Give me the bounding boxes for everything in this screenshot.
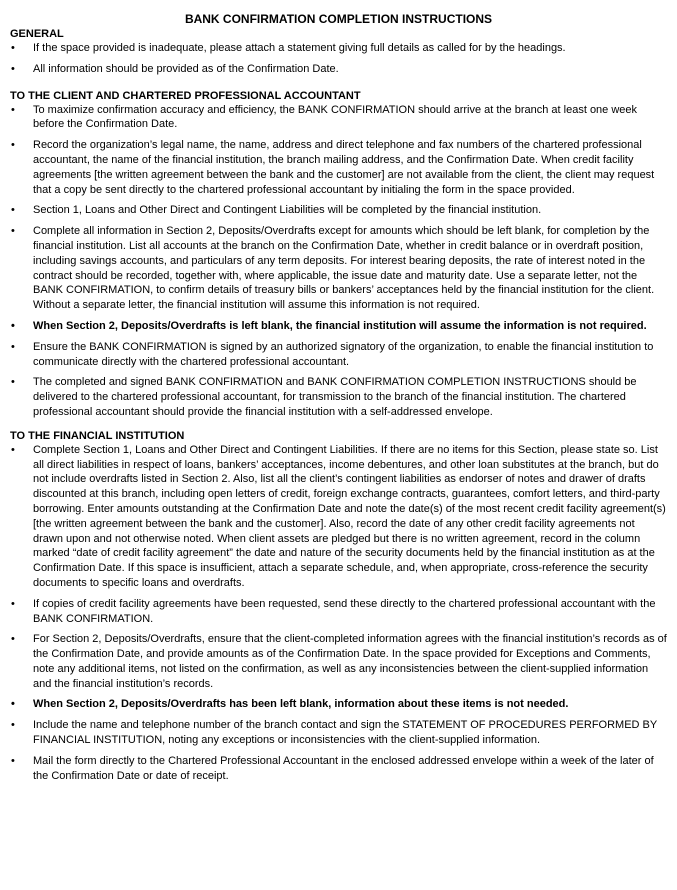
instruction-list: [10, 443, 667, 784]
instruction-item: • For Section 2, Deposits/Overdrafts, ensure that the client-completed information agrees with the financial institution’s records as of the Confirmation Date, and provide amounts as of the Confirmation Date. In the space provided for Exceptions and Comments, note any additional items, not listed on the confirmation, as well as any inconsistencies between the client-supplied information and the financial institution’s records.: [10, 632, 667, 691]
instruction-item: • All information should be provided as of the Confirmation Date.: [10, 62, 667, 77]
instruction-item: • Record the organization’s legal name, the name, address and direct telephone and fax numbers of the chartered professional accountant, the name of the financial institution, the branch mailing address, and the Confirmation Date. When credit facility agreements [the written agreement between the bank and the customer] are not available from the client, the client may request that a copy be sent directly to the chartered professional accountant by initialing the form in the space provided.: [10, 138, 667, 197]
instruction-item: • Ensure the BANK CONFIRMATION is signed by an authorized signatory of the organization, to enable the financial institution to communicate directly with the chartered professional accountant.: [10, 340, 667, 370]
instruction-item: • Complete Section 1, Loans and Other Direct and Contingent Liabilities. If there are no items for this Section, please state so. List all direct liabilities in respect of loans, bankers’ acceptances, income debentures, and other loan substitutes at the branch, but do not include overdrafts listed in Section 2. Also, list all the client’s contingent liabilities as endorser of notes and drawer of drafts discounted at this branch, including open letters of credit, foreign exchange contracts, guarantees, comfort letters, and third-party borrowing. Enter amounts outstanding at the Confirmation Date and note the date(s) of the most recent credit facility agreement(s) [the written agreement between the bank and the customer]. Also, record the date of any other credit facility agreements not drawn upon and not otherwise noted. When client assets are pledged but there is no written agreement, record in the column marked “date of credit facility agreement” the date and nature of the security documents held by the financial institution as at the Confirmation Date. If this space is insufficient, attach a separate schedule, and, when appropriate, cross-reference the security documents to specific loans and overdrafts.: [10, 443, 667, 591]
instruction-item: • Mail the form directly to the Chartered Professional Accountant in the enclosed addressed envelope within a week of the later of the Confirmation Date or date of receipt.: [10, 754, 667, 784]
section-financial-institution: [10, 430, 667, 784]
section-client-accountant: [10, 90, 667, 420]
instruction-item: • Complete all information in Section 2, Deposits/Overdrafts except for amounts which should be left blank, for completion by the financial institution. List all accounts at the branch on the Confirmation Date, whether in credit balance or in overdraft position, including savings accounts, and particulars of any term deposits. For interest bearing deposits, the rate of interest noted in the contract should be recorded, together with, where applicable, the issue date and maturity date. Use a separate letter, not the BANK CONFIRMATION, to confirm details of treasury bills or bankers’ acceptances held by the financial institution for the client. Without a separate letter, the financial institution will assume this information is not required.: [10, 224, 667, 313]
instruction-item: • The completed and signed BANK CONFIRMATION and BANK CONFIRMATION COMPLETION INSTRUCTIONS should be delivered to the chartered professional accountant, for transmission to the branch of the financial institution. The chartered professional accountant should provide the financial institution with a self-addressed envelope.: [10, 375, 667, 419]
section-heading: GENERAL: [10, 28, 64, 40]
section-general: [10, 28, 667, 77]
section-heading: TO THE CLIENT AND CHARTERED PROFESSIONAL ACCOUNTANT: [10, 89, 361, 102]
instruction-item: • Section 1, Loans and Other Direct and Contingent Liabilities will be completed by the financial institution.: [10, 203, 667, 218]
instruction-list: [10, 103, 667, 420]
instruction-item: • To maximize confirmation accuracy and efficiency, the BANK CONFIRMATION should arrive at the branch at least one week before the Confirmation Date.: [10, 103, 667, 133]
instruction-item: • When Section 2, Deposits/Overdrafts is left blank, the financial institution will assume the information is not required.: [10, 319, 667, 334]
instruction-item: • When Section 2, Deposits/Overdrafts has been left blank, information about these items is not needed.: [10, 697, 667, 712]
instruction-item: • If the space provided is inadequate, please attach a statement giving full details as called for by the headings.: [10, 41, 667, 56]
section-heading: TO THE FINANCIAL INSTITUTION: [10, 429, 185, 442]
instruction-item: • Include the name and telephone number of the branch contact and sign the STATEMENT OF PROCEDURES PERFORMED BY FINANCIAL INSTITUTION, noting any exceptions or inconsistencies with the client-supplied information.: [10, 718, 667, 748]
page-title: BANK CONFIRMATION COMPLETION INSTRUCTIONS: [184, 12, 493, 26]
instruction-item: • If copies of credit facility agreements have been requested, send these directly to the chartered professional accountant with the BANK CONFIRMATION.: [10, 597, 667, 627]
instruction-list: [10, 41, 667, 77]
